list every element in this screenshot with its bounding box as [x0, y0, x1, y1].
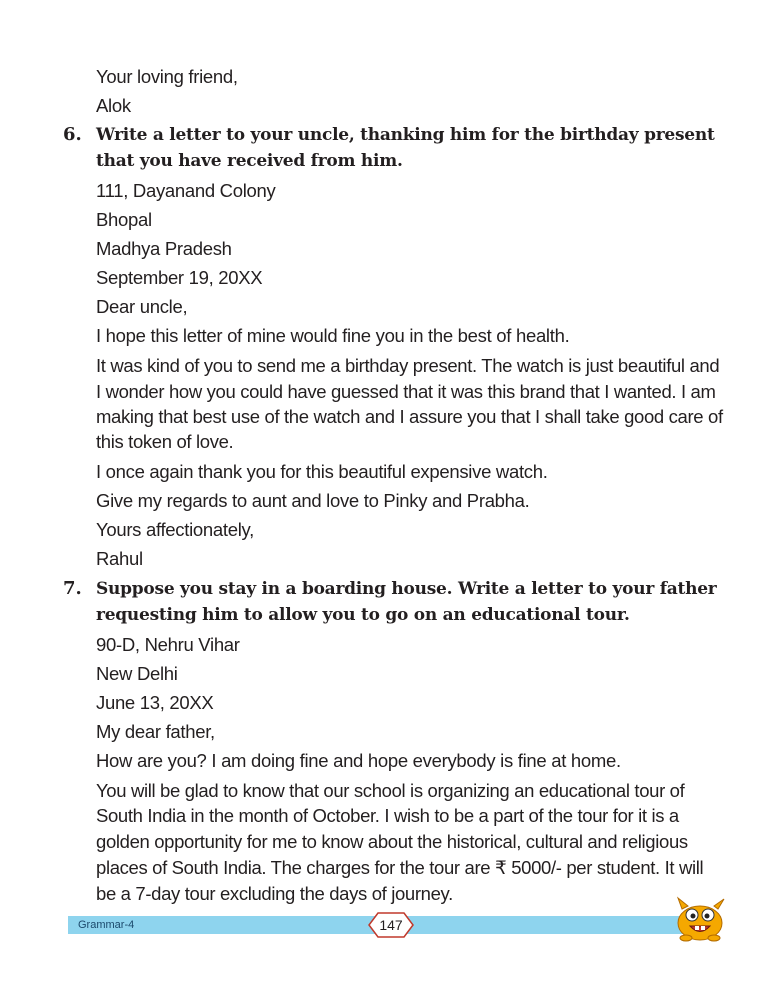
monster-mascot-icon	[668, 893, 728, 943]
letter-6-body-line: this token of love.	[96, 431, 234, 452]
letter-7-body-line: be a 7-day tour excluding the days of journey.	[96, 883, 453, 904]
letter-6-address-line-3: Madhya Pradesh	[96, 238, 232, 259]
question-6-prompt-line-2: that you have received from him.	[96, 151, 403, 171]
question-7-prompt-line-1: Suppose you stay in a boarding house. Write a letter to your father	[96, 579, 717, 599]
letter-7-greeting: My dear father,	[96, 721, 215, 742]
question-7-number: 7.	[63, 578, 82, 599]
letter-6-body-line: Give my regards to aunt and love to Pinky and Prabha.	[96, 490, 530, 511]
letter-7-body-line: places of South India. The charges for the tour are ₹ 5000/- per student. It will	[96, 857, 704, 878]
letter-6-signature: Rahul	[96, 548, 143, 569]
letter-7-address-line-2: New Delhi	[96, 663, 178, 684]
letter-7-address-line-1: 90-D, Nehru Vihar	[96, 634, 240, 655]
question-6-prompt-line-1: Write a letter to your uncle, thanking him for the birthday present	[96, 125, 715, 145]
letter-7-body-line: How are you? I am doing fine and hope everybody is fine at home.	[96, 750, 621, 771]
letter-6-body-line: making that best use of the watch and I assure you that I shall take good care of	[96, 406, 723, 427]
letter-6-signoff: Yours affectionately,	[96, 519, 254, 540]
footer-book-title: Grammar-4	[78, 919, 135, 931]
letter-7-body-line: You will be glad to know that our school is organizing an educational tour of	[96, 780, 685, 801]
closing-salutation: Your loving friend,	[96, 66, 238, 87]
page-number: 147	[379, 917, 403, 933]
letter-7-body-line: golden opportunity for me to know about the historical, cultural and religious	[96, 831, 688, 852]
letter-6-address-line-1: 111, Dayanand Colony	[96, 180, 276, 201]
letter-6-greeting: Dear uncle,	[96, 296, 188, 317]
letter-6-date: September 19, 20XX	[96, 267, 263, 288]
letter-7-body-line: South India in the month of October. I wish to be a part of the tour for it is a	[96, 805, 679, 826]
letter-6-body-line: It was kind of you to send me a birthday present. The watch is just beautiful and	[96, 355, 720, 376]
question-6-number: 6.	[63, 124, 82, 145]
letter-6-body-line: I once again thank you for this beautiful expensive watch.	[96, 461, 548, 482]
letter-6-address-line-2: Bhopal	[96, 209, 152, 230]
letter-6-body-line: I wonder how you could have guessed that it was this brand that I wanted. I am	[96, 381, 716, 402]
closing-name: Alok	[96, 95, 131, 116]
question-7-prompt-line-2: requesting him to allow you to go on an educational tour.	[96, 605, 630, 625]
letter-6-body-line: I hope this letter of mine would fine you in the best of health.	[96, 325, 570, 346]
letter-7-date: June 13, 20XX	[96, 692, 214, 713]
